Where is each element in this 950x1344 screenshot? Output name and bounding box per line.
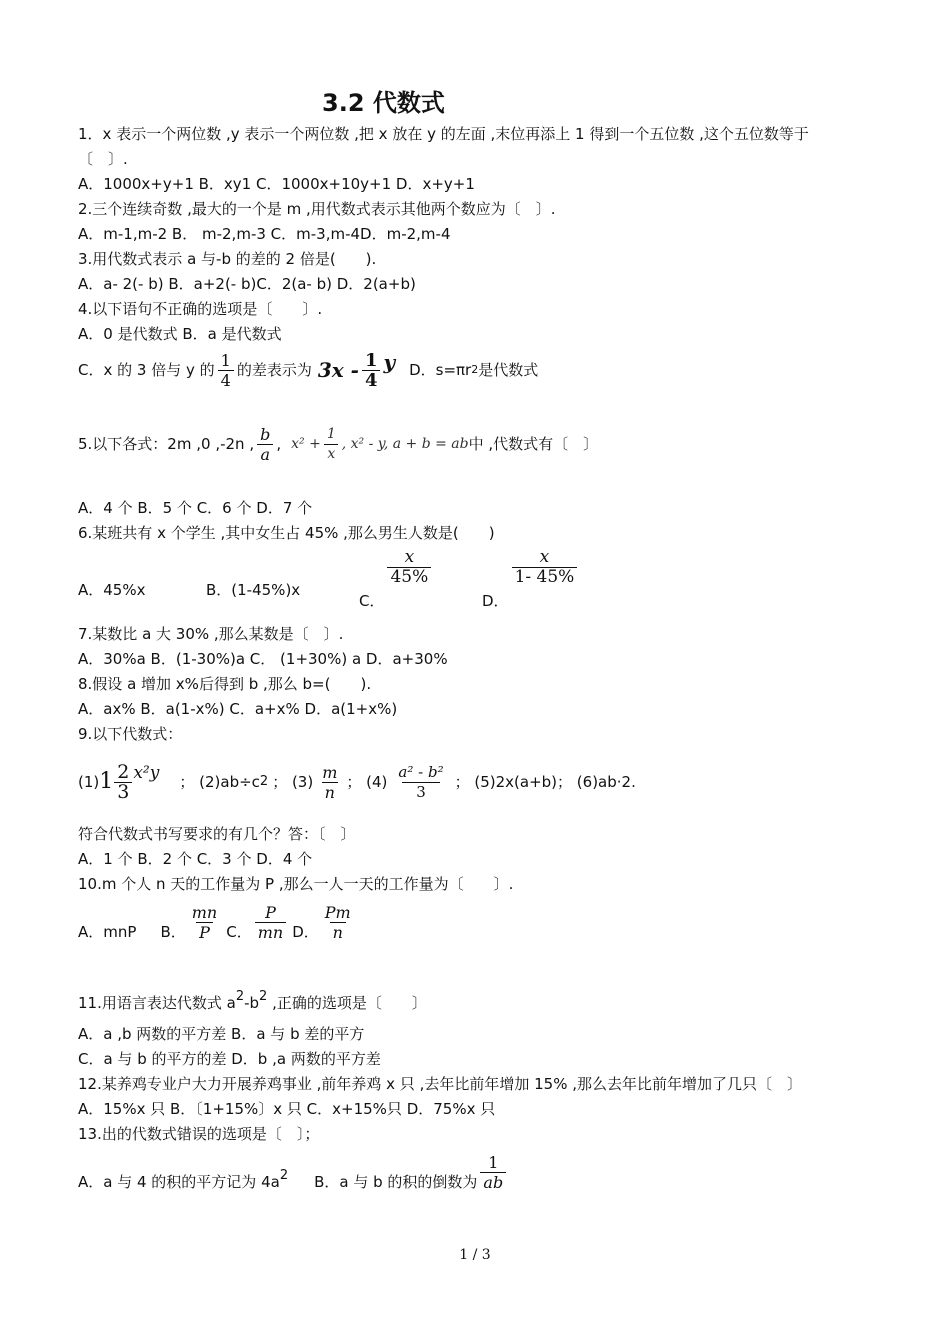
q3-stem: 3.用代数式表示 a 与-b 的差的 2 倍是( ). [78,250,377,268]
q11-sup1: 2 [235,989,245,1004]
q9-p1-tail: x²y [133,763,160,783]
q6-c-label: C． [359,592,385,610]
q5-expr-b: , x² - y, a + b = ab [341,436,469,452]
q9-p4-fraction [395,763,446,802]
q6-c-num: x [404,547,415,567]
q2-options: A．m-1,m-2 B． m-2,m-3 C．m-3,m-4D．m-2,m-4 [78,225,451,243]
q11-stem [78,985,427,1015]
q5-suffix: 中 ,代数式有〔 〕 [468,435,599,453]
q9-p1-num: 2 [117,760,130,783]
q5-expr-num: 1 [326,425,336,442]
q4-c-expr-fraction [362,351,381,390]
q5-prefix: 5.以下各式：2m ,0 ,-2n , [78,435,255,453]
q13-option-b: B．a 与 b 的积的倒数为 [314,1173,478,1191]
q8-options: A．ax% B．a(1-x%) C．a+x% D．a(1+x%) [78,700,398,718]
q9-p3: ； (3) [272,773,314,791]
q4-c-expr-pre: 3x - [317,358,359,382]
q9-p1-den: 3 [114,782,132,802]
q13-options [78,1148,509,1196]
q9-expressions [78,752,636,812]
q5-frac-num: b [260,424,271,444]
q4-d-text: D．s=πr [409,361,472,379]
q1-stem: 1．x 表示一个两位数 ,y 表示一个两位数 ,把 x 放在 y 的左面 ,末位再添上 1 得到一个五位数 ,这个五位数等于 [78,125,809,143]
q9-p2-sup: 2 [259,774,269,789]
q13-b-num: 1 [488,1152,499,1172]
q10-d-num: Pm [324,902,351,922]
q13-b-den: ab [480,1172,506,1192]
q6-stem: 6.某班共有 x 个学生 ,其中女生占 45% ,那么男生人数是( ) [78,524,495,542]
q9-p1-label: (1) [78,773,100,791]
q9-p4-den: 3 [402,782,440,802]
q10-b-den: P [196,922,213,942]
q4-option-c-d [78,350,538,390]
q4-options-ab: A．0 是代数式 B．a 是代数式 [78,325,282,343]
q1-stem-cont: 〔 〕. [78,150,128,168]
q1-options: A．1000x+y+1 B．xy1 C．1000x+10y+1 D．x+y+1 [78,175,475,193]
q10-option-a: A．mnP [78,923,137,941]
q7-options: A．30%a B．(1-30%)a C． (1+30%) a D．a+30% [78,650,448,668]
page-title: 3.2 代数式 [322,89,445,117]
q4-c-expr-den: 4 [362,370,381,390]
q10-c-den: mn [255,922,286,942]
q4-c-expr-num: 1 [364,349,378,371]
q12-stem: 12.某养鸡专业户大力开展养鸡事业 ,前年养鸡 x 只 ,去年比前年增加 15% ,那么去年比前年增加了几只〔 〕 [78,1075,802,1093]
q10-option-b: B． [160,923,186,941]
q4-c-prefix: C．x 的 3 倍与 y 的 [78,361,215,379]
q9-p4-num: a² - b² [398,762,444,781]
q9-options: A．1 个 B．2 个 C．3 个 D．4 个 [78,850,313,868]
q6-d-fraction [512,548,578,587]
q9-p5: ； (5)2x(a+b)； (6)ab·2. [454,773,636,791]
q6-d-label: D． [482,592,509,610]
q9-p1-fraction [114,760,132,803]
q11-stem-a: 11.用语言表达代数式 a [78,994,236,1012]
q5-expr-den: x [324,444,338,464]
q9-p3-num: m [322,762,338,782]
q10-b-fraction [189,903,220,942]
q6-option-d [482,547,580,610]
q4-stem: 4.以下语句不正确的选项是〔 〕. [78,300,323,318]
q11-sup2: 2 [259,989,268,1004]
q2-stem: 2.三个连续奇数 ,最大的一个是 m ,用代数式表示其他两个数应为〔 〕. [78,200,556,218]
q6-d-num: x [539,547,550,567]
q11-options-2: C．a 与 b 的平方的差 D．b ,a 两数的平方差 [78,1050,381,1068]
q11-stem-b: -b [244,994,260,1012]
q10-d-fraction [322,903,354,942]
q4-c-fraction [218,351,234,390]
q13-a-sup: 2 [279,1168,289,1183]
q11-options-1: A．a ,b 两数的平方差 B．a 与 b 差的平方 [78,1025,365,1043]
q4-c-frac-den: 4 [218,370,234,390]
q10-stem: 10.m 个人 n 天的工作量为 P ,那么一人一天的工作量为〔 〕. [78,875,514,893]
q13-stem: 13.出的代数式错误的选项是〔 〕； [78,1125,320,1143]
q9-p4: ； (4) [346,773,388,791]
q5-frac-den: a [257,444,273,464]
page-number: 1 / 3 [459,1247,491,1263]
q8-stem: 8.假设 a 增加 x%后得到 b ,那么 b=( ). [78,675,372,693]
q9-p1-whole: 1 [99,769,114,794]
q4-c-mid: 的差表示为 [236,361,312,379]
q3-options: A．a- 2(- b) B．a+2(- b)C．2(a- b) D．2(a+b) [78,275,416,293]
q4-d-suffix: 是代数式 [478,361,539,379]
q5-expr-fraction [324,425,339,464]
q10-c-num: P [265,902,276,922]
q9-p3-fraction [319,763,340,802]
q6-option-b: B．(1-45%)x [206,581,301,599]
q12-options: A．15%x 只 B．〔1+15%〕x 只 C．x+15%只 D．75%x 只 [78,1100,496,1118]
q5-sep: , [276,435,282,453]
q9-p3-den: n [322,782,338,802]
q4-c-expr-post: y [383,350,396,374]
q9-question: 符合代数式书写要求的有几个？答：〔 〕 [78,825,356,843]
q10-d-den: n [330,922,346,942]
q7-stem: 7.某数比 a 大 30% ,那么某数是〔 〕. [78,625,344,643]
q6-option-a: A．45%x [78,581,146,599]
q10-option-c: C． [226,923,252,941]
q13-option-a: A．a 与 4 的积的平方记为 4a [78,1173,280,1191]
q10-c-fraction [255,903,286,942]
q6-d-den: 1- 45% [512,567,578,587]
q11-stem-c: ,正确的选项是〔 〕 [267,994,427,1012]
q13-b-fraction [480,1153,506,1192]
q5-expr-a: x² + [291,436,321,452]
q6-c-fraction [387,548,431,587]
q5-options: A．4 个 B．5 个 C．6 个 D．7 个 [78,499,313,517]
q10-b-num: mn [191,902,218,922]
q6-c-den: 45% [387,567,431,587]
q4-c-frac-num: 1 [220,350,231,370]
q5-stem [78,422,598,466]
q9-stem: 9.以下代数式： [78,725,183,743]
q9-p2: ； (2)ab÷c [179,773,260,791]
q6-option-c [359,547,434,610]
q10-option-d: D． [292,923,319,941]
q10-options [78,898,357,946]
q5-fraction-b-over-a [257,425,273,464]
q4-d-sup: 2 [471,363,479,376]
